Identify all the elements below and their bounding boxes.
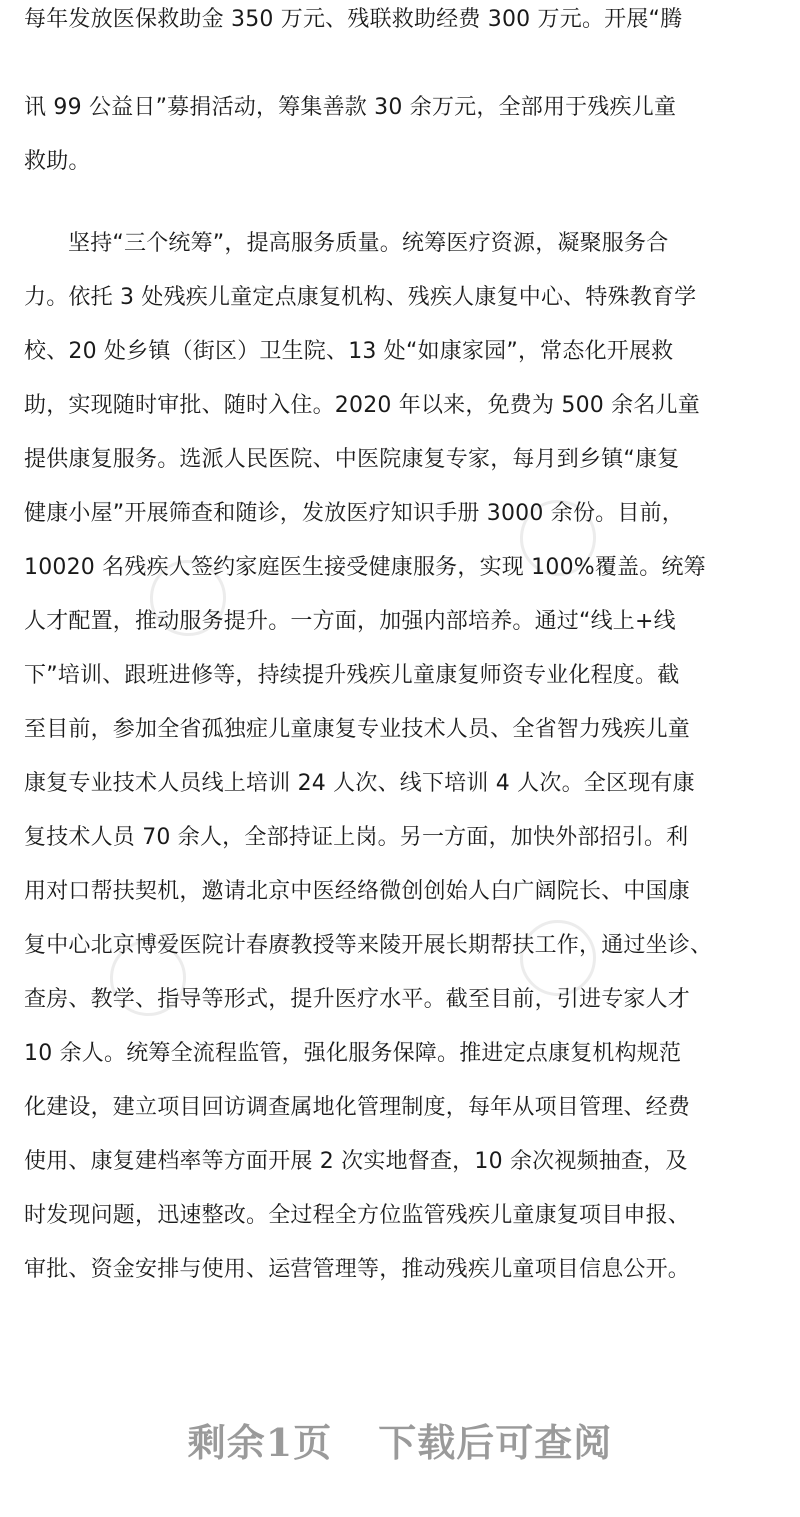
text-line: 下”培训、跟班进修等，持续提升残疾儿童康复师资专业化程度。截 <box>24 663 680 688</box>
text-line: 救助。 <box>24 149 91 174</box>
text-line: 使用、康复建档率等方面开展 2 次实地督查，10 余次视频抽查，及 <box>24 1149 688 1174</box>
text-line: 校、20 处乡镇（街区）卫生院、13 处“如康家园”，常态化开展救 <box>24 339 674 364</box>
text-line: 10020 名残疾人签约家庭医生接受健康服务，实现 100%覆盖。统筹 <box>24 555 706 580</box>
text-line: 讯 99 公益日”募捐活动，筹集善款 30 余万元，全部用于残疾儿童 <box>24 95 677 120</box>
text-line: 时发现问题，迅速整改。全过程全方位监管残疾儿童康复项目申报、 <box>24 1203 691 1228</box>
text-line: 用对口帮扶契机，邀请北京中医经络微创创始人白广阔院长、中国康 <box>24 879 691 904</box>
paragraph-first-line: 坚持“三个统筹”，提高服务质量。统筹医疗资源，凝聚服务合 <box>68 231 669 256</box>
text-line: 康复专业技术人员线上培训 24 人次、线下培训 4 人次。全区现有康 <box>24 771 695 796</box>
download-to-view-link[interactable]: 下载后可查阅 <box>378 1420 613 1465</box>
text-line: 健康小屋”开展筛查和随诊，发放医疗知识手册 3000 余份。目前， <box>24 501 684 526</box>
text-line: 查房、教学、指导等形式，提升医疗水平。截至目前，引进专家人才 <box>24 987 691 1012</box>
text-line: 审批、资金安排与使用、运营管理等，推动残疾儿童项目信息公开。 <box>24 1257 691 1282</box>
text-line: 至目前，参加全省孤独症儿童康复专业技术人员、全省智力残疾儿童 <box>24 717 691 742</box>
remaining-pages-label: 剩余1页 <box>187 1420 333 1465</box>
text-line: 复中心北京博爱医院计春赓教授等来陵开展长期帮扶工作，通过坐诊、 <box>24 933 713 958</box>
text-line: 助，实现随时审批、随时入住。2020 年以来，免费为 500 余名儿童 <box>24 393 700 418</box>
text-line: 化建设，建立项目回访调查属地化管理制度，每年从项目管理、经费 <box>24 1095 691 1120</box>
text-line: 每年发放医保救助金 350 万元、残联救助经费 300 万元。开展“腾 <box>24 7 683 32</box>
text-line: 10 余人。统筹全流程监管，强化服务保障。推进定点康复机构规范 <box>24 1041 682 1066</box>
download-prompt[interactable] <box>0 1412 800 1467</box>
text-line: 复技术人员 70 余人，全部持证上岗。另一方面，加快外部招引。利 <box>24 825 689 850</box>
text-line: 提供康复服务。选派人民医院、中医院康复专家，每月到乡镇“康复 <box>24 447 680 472</box>
text-line: 人才配置，推动服务提升。一方面，加强内部培养。通过“线上+线 <box>24 609 676 634</box>
text-line: 力。依托 3 处残疾儿童定点康复机构、残疾人康复中心、特殊教育学 <box>24 285 697 310</box>
